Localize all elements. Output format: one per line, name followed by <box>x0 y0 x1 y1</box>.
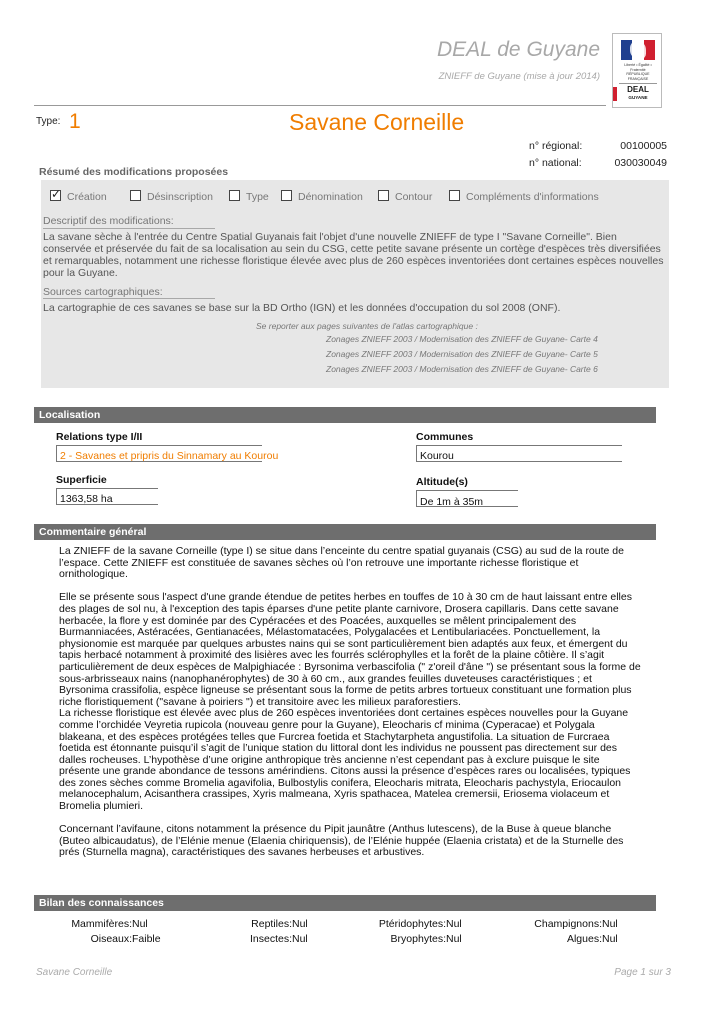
bilan-value: Nul <box>132 918 148 930</box>
bilan-key: Reptiles: <box>251 918 292 930</box>
bilan-value: Nul <box>602 933 618 945</box>
altitude-label: Altitude(s) <box>416 476 468 488</box>
option-creation[interactable] <box>50 191 107 203</box>
resume-section-title: Résumé des modifications proposées <box>39 166 229 178</box>
altitude-value: De 1m à 35m <box>420 496 484 508</box>
regional-number-value: 00100005 <box>620 140 667 152</box>
document-header-subtitle: ZNIEFF de Guyane (mise à jour 2014) <box>438 71 600 82</box>
sources-text: La cartographie de ces savanes se base sur la BD Ortho (IGN) et les données d'occupation du sol 2008 (ONF). <box>43 302 561 314</box>
commentaire-section-bar: Commentaire général <box>34 524 656 540</box>
option-contour[interactable] <box>378 191 432 203</box>
bilan-value: Nul <box>446 918 462 930</box>
checkbox-icon[interactable] <box>130 190 141 201</box>
bilan-item-reptiles <box>194 918 308 930</box>
option-type[interactable] <box>229 191 269 203</box>
bilan-value: Nul <box>446 933 462 945</box>
option-complements[interactable] <box>449 191 599 203</box>
option-label: Création <box>67 191 107 203</box>
bilan-item-insectes <box>194 933 308 945</box>
republique-francaise-deal-logo <box>612 33 662 108</box>
checkbox-icon[interactable] <box>229 190 240 201</box>
document-header-title: DEAL de Guyane <box>436 38 600 61</box>
localisation-section-bar: Localisation <box>34 407 656 423</box>
checkbox-icon[interactable] <box>281 190 292 201</box>
bilan-item-champignons <box>504 918 618 930</box>
national-number-value: 030030049 <box>614 157 667 169</box>
bilan-key: Champignons: <box>534 918 602 930</box>
type-value: 1 <box>69 110 81 133</box>
atlas-page-link: Zonages ZNIEFF 2003 / Modernisation des ZNIEFF de Guyane- Carte 6 <box>326 364 598 374</box>
communes-label: Communes <box>416 431 474 443</box>
option-desinscription[interactable] <box>130 191 213 203</box>
bilan-item-mammiferes <box>34 918 148 930</box>
superficie-label: Superficie <box>56 474 107 486</box>
page-title: Savane Corneille <box>289 109 465 135</box>
logo-guyane-text: GUYANE <box>628 95 648 100</box>
bilan-key: Bryophytes: <box>390 933 446 945</box>
regional-number-label: n° régional: <box>529 140 583 152</box>
logo-deal-text: DEAL <box>627 85 649 94</box>
descriptif-text: La savane sèche à l'entrée du Centre Spatial Guyanais fait l'objet d'une nouvelle ZNIEFF de type I "Savane Corneille". Bien conservée et préservée du fait de sa localisation au sein du CSG, cette petite savane présente un cortège d'espèces très diversifiées et remarquables, notamment une richesse floristique élevée avec plus de 260 espèces inventoriées dont certaines espèces nouvelles pour la Guyane. <box>43 231 664 279</box>
option-label: Compléments d'informations <box>466 191 599 203</box>
bilan-key: Ptéridophytes: <box>378 918 446 930</box>
bilan-key: Insectes: <box>249 933 292 945</box>
option-label: Dénomination <box>298 191 363 203</box>
logo-republic-text: Liberté • Égalité • Fraternité RÉPUBLIQUE FRANÇAISE <box>624 63 652 81</box>
marianne-icon <box>630 41 646 59</box>
bilan-value: Faible <box>132 933 161 945</box>
descriptif-underline <box>43 228 215 229</box>
bilan-key: Oiseaux: <box>90 933 132 945</box>
bilan-section-bar: Bilan des connaissances <box>34 895 656 911</box>
commentaire-paragraph: Elle se présente sous l'aspect d'une grande étendue de petites herbes en touffes de 10 à 30 cm de haut laissant entre elles des plages de sol nu, à l'exception des tapis éparses d'une petite plante carnivore, Drosera capillaris. Dans cette savane herbacée, la flore y est dominée par des Cypéracées et des Poacées, auxquelles se mêlent principalement des Burmanniacées, Astéracées, Gentianacées, Mélastomatacées, Polygalacées et Lentibulariacées. Ponctuellement, la physionomie est marquée par quelques arbustes nains qui se sont particulièrement bien adaptés aux feux, et émergent du tapis herbacé notamment à proximité des lisières avec les fourrés sclérophylles et la forêt de la plaine côtière. Il s’agit particulièrement de deux espèces de Malpighiacée : Byrsonima verbascifolia (" z'oreil d'âne ") se présentant sous la forme de sous-arbrisseaux nains (nanophanérophytes) de 30 à 60 cm., aux grandes feuilles duveteuses caractéristiques ; et Byrsonima crassifolia, espèce ligneuse se présentant sous la forme de petits arbres tortueux constituant une formation plus riche floristiquement ("savane à poiriers ") et transitoire avec les milieux paraforestiers. <box>59 591 641 708</box>
logo-divider <box>619 83 657 84</box>
sources-underline <box>43 298 215 299</box>
type-label: Type: <box>36 116 61 127</box>
atlas-page-link: Zonages ZNIEFF 2003 / Modernisation des ZNIEFF de Guyane- Carte 5 <box>326 349 598 359</box>
bilan-value: Nul <box>292 918 308 930</box>
header-divider <box>34 105 606 106</box>
commentaire-text <box>59 546 643 859</box>
communes-value: Kourou <box>420 450 454 462</box>
relations-value: 2 - Savanes et pripris du Sinnamary au Kourou <box>60 450 279 462</box>
commentaire-paragraph: Concernant l’avifaune, citons notamment la présence du Pipit jaunâtre (Anthus lutescens), de la Buse à queue blanche (Buteo albicaudatus), de l’Elénie menue (Elaenia chiriquensis), de l’Elénie huppée (Elaenia cristata) et de la Sturnelle des prés (Sturnella magna), caractéristiques des savanes herbeuses et arbustives. <box>59 823 624 859</box>
bilan-value: Nul <box>602 918 618 930</box>
atlas-intro: Se reporter aux pages suivantes de l'atlas cartographique : <box>256 321 478 331</box>
commentaire-paragraph: La richesse floristique est élevée avec plus de 260 espèces inventoriées dont certaines espèces nouvelles pour la Guyane comme l’orchidée Veyretia rupicola (nouveau genre pour la Guyane), Eleocharis cf minima (Cyperacae) et Polygala blakeana, et des espèces protégées telles que Furcrea foetida et Stachytarpheta angustifolia. La situation de Furcraea foetida est étonnante puisqu’il s’agit de l’unique station du littoral dont les individus ne poussent pas directement sur des dalles rocheuses. L’hypothèse d’une origine anthropique très ancienne n’est cependant pas à exclure puisque le site présente une grande abondance de tessons amérindiens. Citons aussi la présence d’espèces rares ou localisées, typiques des zones sèches comme Bromelia agavifolia, Bulbostylis conifera, Eleocharis mitrata, Eleocharis pachystyla, Eriocaulon melanocephalum, Acisanthera crassipes, Xyris malmeana, Xyris spathacea, Matelea cremersii, Eriosema violaceum et Bromelia plumieri. <box>59 707 631 813</box>
checkbox-checked-icon[interactable] <box>50 190 61 201</box>
descriptif-label: Descriptif des modifications: <box>43 215 174 227</box>
bilan-item-algues <box>504 933 618 945</box>
bilan-item-oiseaux <box>34 933 161 945</box>
bilan-key: Algues: <box>566 933 602 945</box>
checkbox-icon[interactable] <box>449 190 460 201</box>
option-label: Contour <box>395 191 433 203</box>
footer-site-name: Savane Corneille <box>36 967 113 978</box>
atlas-page-link: Zonages ZNIEFF 2003 / Modernisation des ZNIEFF de Guyane- Carte 4 <box>326 334 598 344</box>
bilan-item-bryophytes <box>348 933 462 945</box>
bilan-key: Mammifères: <box>71 918 132 930</box>
relations-label: Relations type I/II <box>56 431 143 443</box>
national-number-label: n° national: <box>529 157 582 169</box>
superficie-value: 1363,58 ha <box>60 493 113 505</box>
option-label: Type <box>246 191 269 203</box>
footer-page-number: Page 1 sur 3 <box>614 967 671 978</box>
checkbox-icon[interactable] <box>378 190 389 201</box>
option-label: Désinscription <box>147 191 213 203</box>
option-denomination[interactable] <box>281 191 363 203</box>
bilan-item-pteridophytes <box>348 918 462 930</box>
commentaire-paragraph: La ZNIEFF de la savane Corneille (type I) se situe dans l’enceinte du centre spatial guyanais (CSG) au sud de la route de l’espace. Cette ZNIEFF est constituée de savanes sèches où l’on retrouve une importante richesse floristique et ornithologique. <box>59 545 624 581</box>
bilan-value: Nul <box>292 933 308 945</box>
sources-label: Sources cartographiques: <box>43 286 163 298</box>
